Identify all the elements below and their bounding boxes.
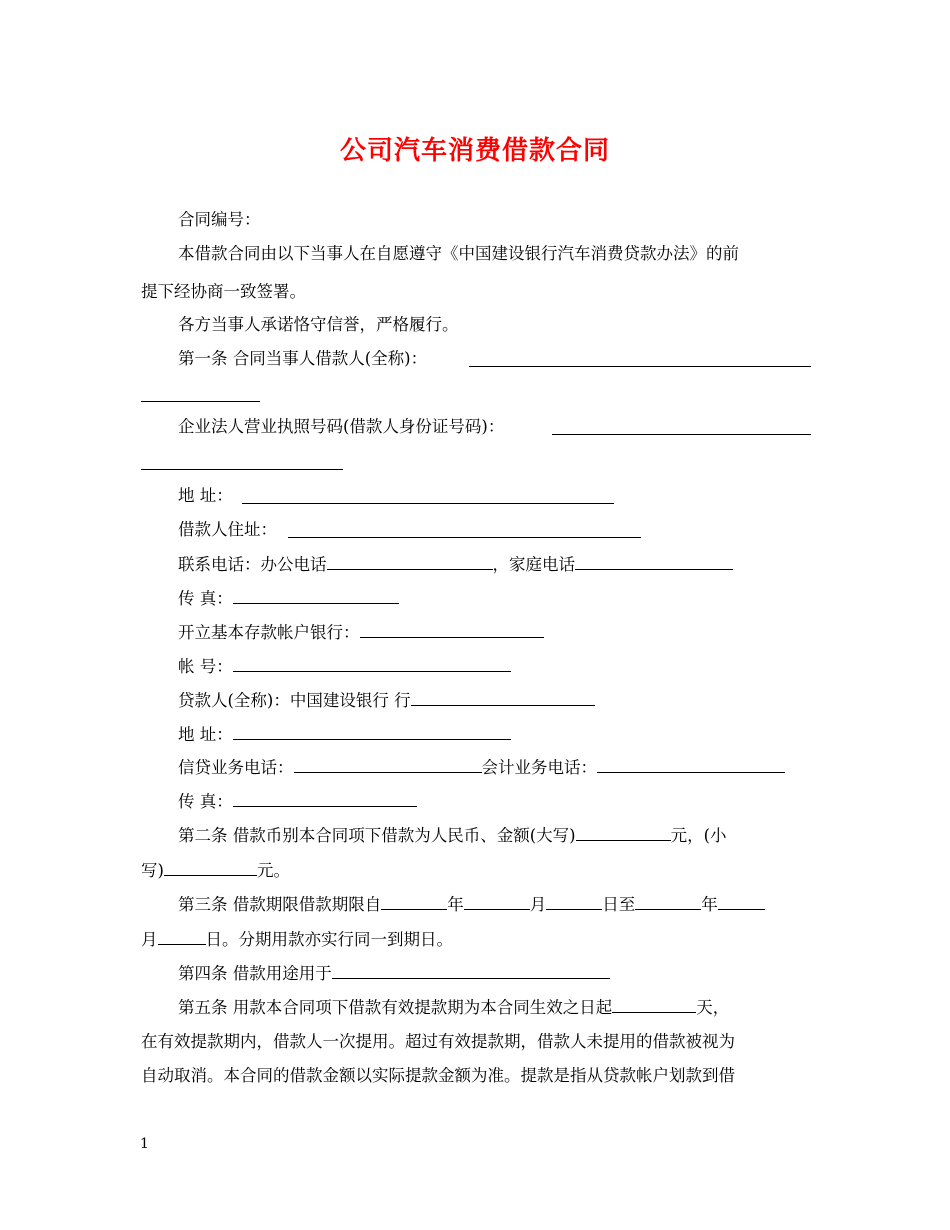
commitment-line — [178, 313, 459, 337]
intro-text-2: 提下经协商一致签署。 — [141, 282, 306, 301]
start-day-blank[interactable] — [546, 892, 602, 910]
intro-line-1 — [178, 242, 739, 266]
fax-label: 传 真： — [178, 589, 233, 608]
amount-uppercase-blank[interactable] — [576, 823, 671, 841]
page-number: 1 — [140, 1136, 149, 1152]
account-line — [178, 654, 511, 679]
lender-fax-label: 传 真： — [178, 792, 233, 811]
intro-text-1: 本借款合同由以下当事人在自愿遵守《中国建设银行汽车消费贷款办法》的前 — [178, 244, 739, 263]
borrower-name-blank[interactable] — [469, 366, 811, 367]
start-month-blank[interactable] — [464, 892, 530, 910]
end-year-blank[interactable] — [635, 892, 701, 910]
article-5-line-3 — [141, 1064, 735, 1088]
accounting-phone-blank[interactable] — [597, 755, 785, 773]
article-1-borrower-line — [178, 347, 427, 371]
article-2-text: 第二条 借款币别本合同项下借款为人民币、金额(大写) — [178, 826, 576, 845]
lender-label: 贷款人(全称)：中国建设银行 行 — [178, 691, 411, 710]
article-2-line-2 — [141, 858, 290, 883]
article-5-text-3: 自动取消。本合同的借款金额以实际提款金额为准。提款是指从贷款帐户划款到借 — [141, 1066, 735, 1085]
phone-line — [178, 552, 733, 577]
bank-blank[interactable] — [360, 620, 544, 638]
lender-address-blank[interactable] — [233, 722, 511, 740]
article-3-text: 第三条 借款期限借款期限自 — [178, 895, 382, 914]
account-label: 帐 号： — [178, 657, 233, 676]
commitment-text: 各方当事人承诺恪守信誉，严格履行。 — [178, 315, 459, 334]
home-phone-blank[interactable] — [575, 552, 733, 570]
lender-fax-line — [178, 789, 417, 814]
start-month-label: 月 — [529, 895, 547, 914]
fax-blank[interactable] — [233, 586, 399, 604]
end-month-blank[interactable] — [718, 892, 765, 910]
intro-line-2 — [141, 280, 306, 304]
article-5-line-1 — [178, 995, 729, 1020]
lender-fax-blank[interactable] — [233, 789, 417, 807]
account-blank[interactable] — [233, 654, 511, 672]
residence-line — [178, 518, 277, 542]
article-2-line-1 — [178, 823, 727, 848]
accounting-phone-label: 会计业务电话： — [481, 758, 597, 777]
article-3-line-2 — [141, 927, 453, 952]
article-3-end-text: 日。分期用款亦实行同一到期日。 — [205, 930, 453, 949]
drawdown-days-blank[interactable] — [612, 995, 696, 1013]
article-2-lowercase-label: 写) — [141, 861, 164, 880]
home-phone-label: ，家庭电话 — [492, 555, 575, 574]
article-5-line-2 — [141, 1030, 735, 1054]
borrower-name-blank-cont[interactable] — [141, 401, 260, 402]
office-phone-blank[interactable] — [327, 552, 493, 570]
start-day-label: 日至 — [602, 895, 636, 914]
lender-line — [178, 688, 595, 713]
address-blank[interactable] — [242, 503, 614, 504]
address-label: 地 址： — [178, 486, 233, 505]
credit-phone-blank[interactable] — [294, 755, 482, 773]
lender-address-line — [178, 722, 511, 747]
article-4-line — [178, 961, 610, 986]
credit-phone-label: 信贷业务电话： — [178, 758, 294, 777]
borrower-name-label: 第一条 合同当事人借款人(全称)： — [178, 349, 428, 368]
article-5-text-2: 在有效提款期内，借款人一次提用。超过有效提款期，借款人未提用的借款被视为 — [141, 1032, 735, 1051]
residence-blank[interactable] — [288, 537, 641, 538]
business-phones-line — [178, 755, 785, 780]
article-2-yuan-label: 元，(小 — [670, 826, 727, 845]
loan-purpose-blank[interactable] — [332, 961, 610, 979]
end-month-label: 月 — [141, 930, 158, 949]
end-year-label: 年 — [701, 895, 718, 914]
office-phone-label: 联系电话：办公电话 — [178, 555, 327, 574]
end-day-blank[interactable] — [158, 927, 206, 945]
license-number-line — [178, 415, 504, 439]
amount-lowercase-blank[interactable] — [164, 858, 257, 876]
document-title: 公司汽车消费借款合同 — [339, 136, 610, 166]
bank-line — [178, 620, 544, 645]
lender-address-label: 地 址： — [178, 725, 233, 744]
start-year-blank[interactable] — [381, 892, 447, 910]
contract-number-label: 合同编号： — [178, 210, 261, 229]
bank-label: 开立基本存款帐户银行： — [178, 623, 360, 642]
article-2-yuan-end: 元。 — [256, 861, 290, 880]
contract-number-line — [178, 208, 261, 232]
article-4-text: 第四条 借款用途用于 — [178, 964, 332, 983]
article-5-days-label: 天， — [696, 998, 730, 1017]
lender-branch-blank[interactable] — [411, 688, 595, 706]
fax-line — [178, 586, 399, 611]
license-number-blank-cont[interactable] — [141, 469, 343, 470]
address-line — [178, 484, 233, 508]
residence-label: 借款人住址： — [178, 520, 277, 539]
license-number-label: 企业法人营业执照号码(借款人身份证号码)： — [178, 417, 505, 436]
license-number-blank[interactable] — [552, 434, 811, 435]
article-3-line-1 — [178, 892, 765, 917]
start-year-label: 年 — [447, 895, 464, 914]
article-5-text: 第五条 用款本合同项下借款有效提款期为本合同生效之日起 — [178, 998, 613, 1017]
